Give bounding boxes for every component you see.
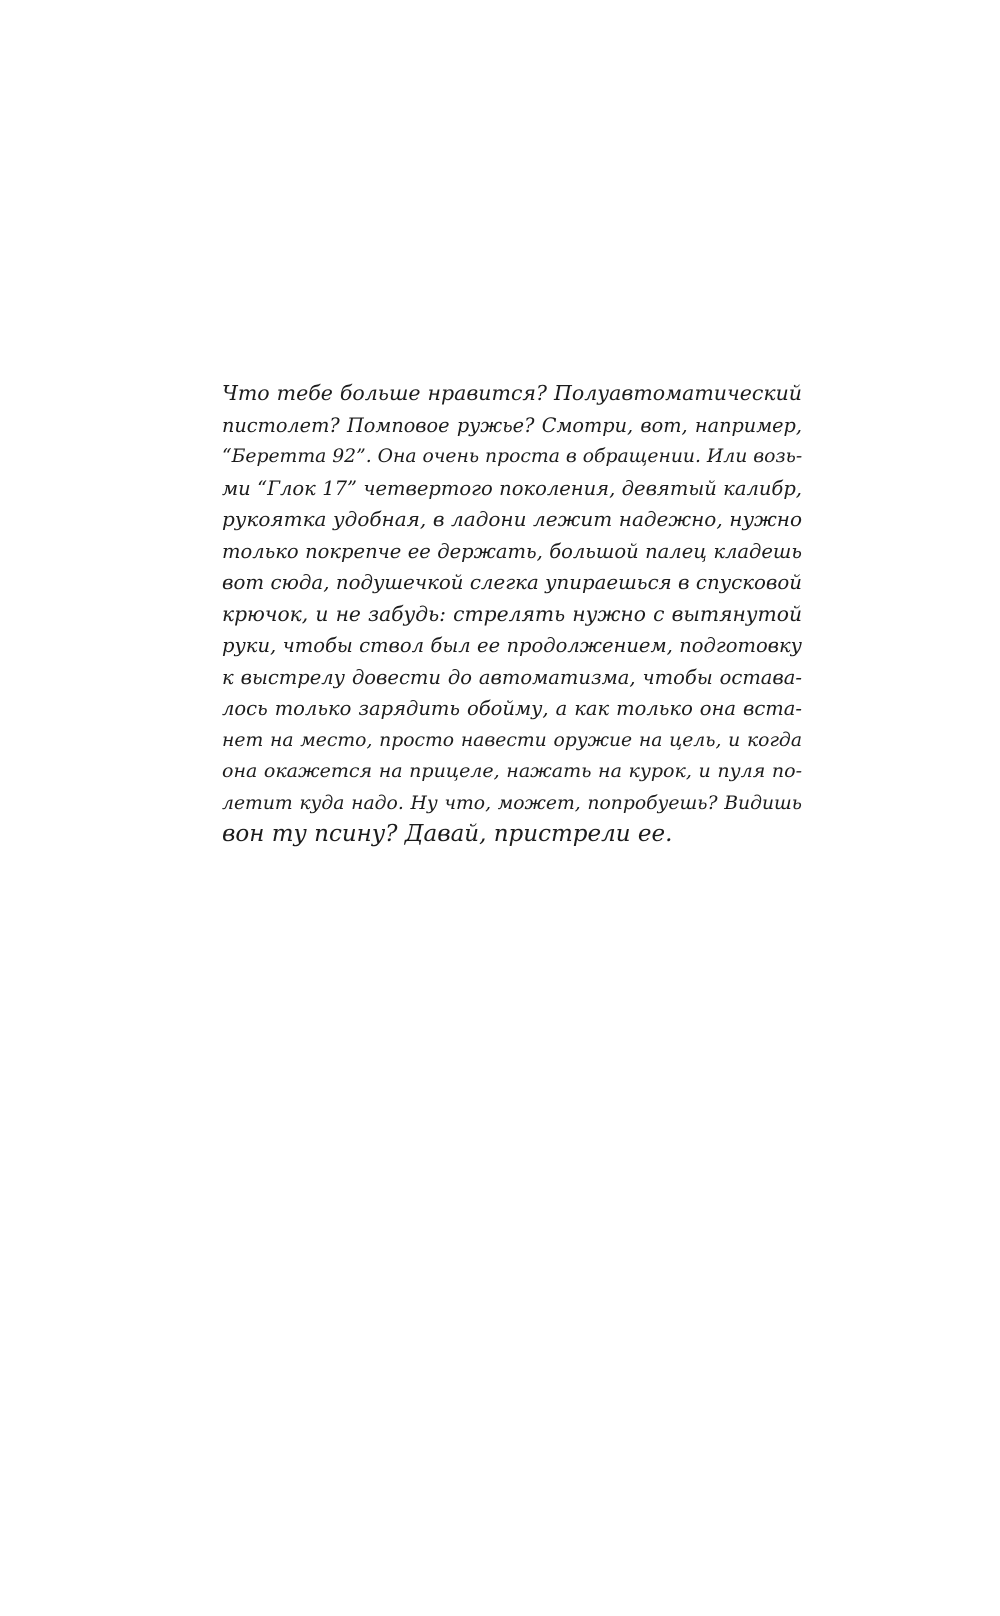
paragraph-line: вот сюда, подушечкой слегка упираешься в спусковой [222, 571, 802, 594]
paragraph-line: только покрепче ее держать, большой палец кладешь [222, 539, 802, 563]
paragraph-line: рукоятка удобная, в ладони лежит надежно, нужно [222, 507, 802, 531]
paragraph-line: руки, чтобы ствол был ее продолжением, подготовку [222, 634, 802, 657]
paragraph-line: нет на место, просто навести оружие на цель, и когда [222, 729, 802, 751]
paragraph-line: лось только зарядить обойму, а как только она вста- [222, 697, 802, 720]
paragraph-line: Что тебе больше нравится? Полуавтоматический [222, 381, 802, 405]
paragraph-line: она окажется на прицеле, нажать на курок, и пуля по- [222, 760, 802, 782]
paragraph-line: к выстрелу довести до автоматизма, чтобы остава- [222, 665, 802, 689]
paragraph [222, 378, 802, 851]
paragraph-line: “Беретта 92”. Она очень проста в обращении. Или возь- [222, 446, 803, 467]
paragraph-line: крючок, и не забудь: стрелять нужно с вытянутой [222, 601, 802, 626]
paragraph-line: ми “Глок 17” четвертого поколения, девятый калибр, [222, 476, 802, 500]
paragraph-line: вон ту псину? Давай, пристрели ее. [222, 821, 673, 847]
paragraph-line: летит куда надо. Ну что, может, попробуешь? Видишь [222, 792, 802, 814]
paragraph-line: пистолет? Помповое ружье? Смотри, вот, например, [222, 413, 802, 437]
